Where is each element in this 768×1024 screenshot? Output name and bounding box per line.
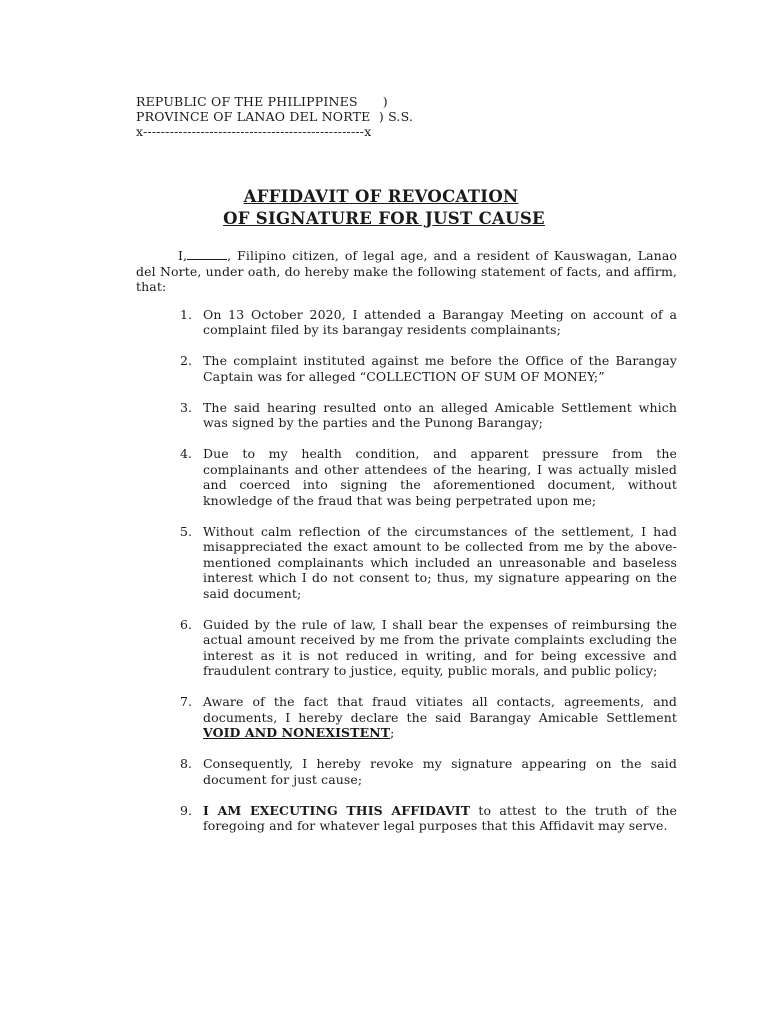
affidavit-body (136, 248, 677, 849)
province-label: PROVINCE OF LANAO DEL NORTE (136, 109, 371, 124)
header-line-2 (136, 109, 413, 124)
list-item (136, 524, 677, 602)
item-number: 8. (180, 756, 193, 771)
title-line-2: OF SIGNATURE FOR JUST CAUSE (223, 209, 545, 228)
list-item (136, 307, 677, 338)
item-number: 4. (180, 446, 193, 461)
item-number: 2. (180, 353, 193, 368)
title-line-1: AFFIDAVIT OF REVOCATION (243, 187, 519, 206)
country-label: REPUBLIC OF THE PHILIPPINES (136, 94, 358, 109)
document-title (0, 186, 768, 230)
item-text: The complaint instituted against me before the Office of the Barangay Captain was for alleged “COLLECTION OF SUM OF MONEY;” (203, 353, 677, 384)
header-separator: x--------------------------------------------------x (136, 124, 372, 139)
list-item (136, 400, 677, 431)
item-number: 3. (180, 399, 193, 415)
header-line-1 (136, 94, 413, 109)
list-item (136, 803, 677, 834)
item-text: Guided by the rule of law, I shall bear the expenses of reimbursing the actual amount received by me from the private complaints excluding the interest as it is not reduced in writing, and for being excessive and fraudulent contrary to justice, equity, public morals, and public policy; (203, 616, 677, 678)
item-text: Without calm reflection of the circumstances of the settlement, I had misappreciated the exact amount to be collected from me by the above-mentioned complainants which included an unreasonable and baseless interest which I do not consent to; thus, my signature appearing on the said document; (203, 523, 677, 601)
header-ss-label: ) S.S. (378, 109, 414, 124)
statement-list (136, 307, 677, 834)
list-item (136, 446, 677, 508)
name-blank (187, 248, 227, 260)
item-number: 6. (180, 616, 193, 632)
list-item (136, 353, 677, 384)
executing-emphasis: I AM EXECUTING THIS AFFIDAVIT (203, 802, 471, 818)
void-emphasis: VOID AND NONEXISTENT (203, 725, 391, 740)
item-text: Due to my health condition, and apparent pressure from the complainants and other attendees of the hearing, I was actually misled and coerced into signing the aforementioned document, without knowledge of the fraud that was being perpetrated upon me; (203, 446, 677, 508)
item-text: On 13 October 2020, I attended a Barangay Meeting on account of a complaint filed by its barangay residents complainants; (203, 306, 677, 337)
header-bracket-1: ) (382, 94, 388, 109)
item-text: Consequently, I hereby revoke my signature appearing on the said document for just cause; (203, 756, 677, 787)
item-number: 7. (180, 694, 193, 709)
list-item (136, 694, 677, 741)
list-item (136, 617, 677, 679)
item-text: The said hearing resulted onto an alleged Amicable Settlement which was signed by the parties and the Punong Barangay; (203, 399, 677, 430)
list-item (136, 756, 677, 787)
item-number: 1. (180, 306, 193, 322)
item-number: 5. (180, 523, 193, 539)
intro-text: , Filipino citizen, of legal age, and a resident of Kauswagan, Lanao del Norte, under oath, do hereby make the following statement of facts, and affirm, that: (136, 248, 677, 294)
item-text-end: ; (390, 725, 395, 740)
item-number: 9. (180, 802, 193, 818)
venue-header (136, 94, 413, 139)
item-text: Aware of the fact that fraud vitiates all contacts, agreements, and documents, I hereby declare the said Barangay Amicable Settlement (203, 694, 677, 725)
intro-paragraph (136, 248, 677, 295)
item-text-end: to attest to the truth of the foregoing and for whatever legal purposes that this Affidavit may serve. (203, 802, 677, 833)
intro-prefix: I, (178, 248, 188, 263)
